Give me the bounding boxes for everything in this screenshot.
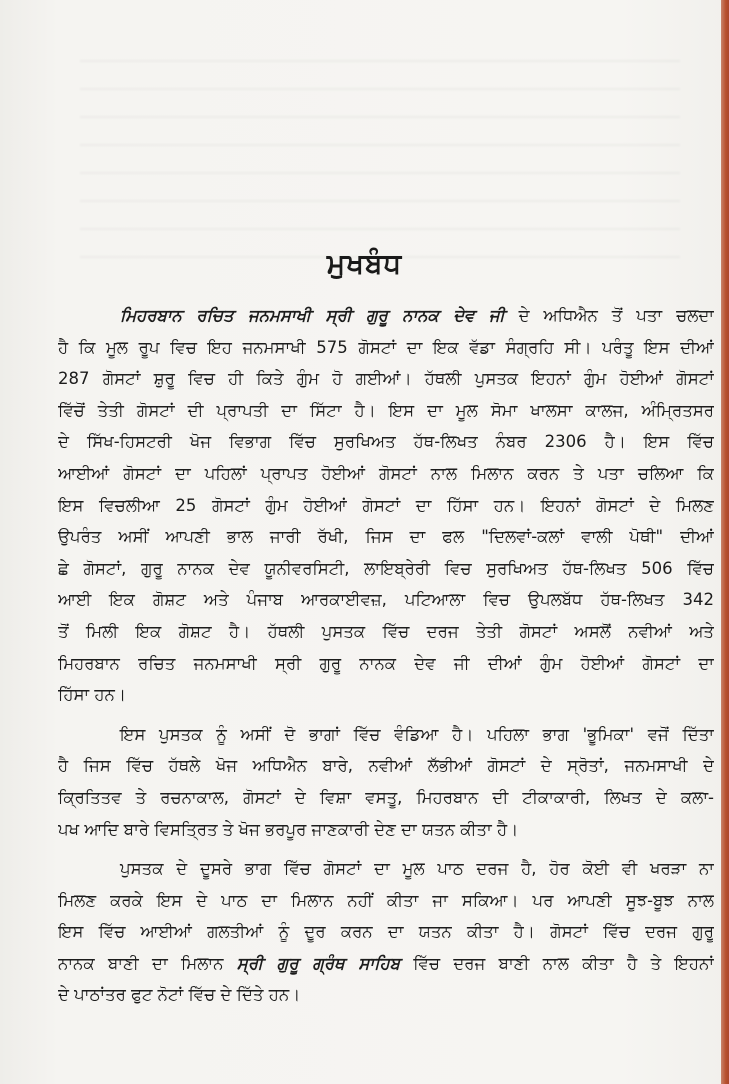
text-line: ਹੈ ਕਿ ਮੂਲ ਰੂਪ ਵਿਚ ਇਹ ਜਨਮਸਾਖੀ 575 ਗੋਸਟਾਂ ਦਾ ਇਕ ਵੱਡਾ ਸੰਗ੍ਰਹਿ ਸੀ। ਪਰੰਤੂ ਇਸ ਦੀਆਂ [58, 337, 714, 357]
show-through-text [80, 60, 680, 260]
text-line: ਮਿਹਰਬਾਨ ਰਚਿਤ ਜਨਮਸਾਖੀ ਸ੍ਰੀ ਗੁਰੂ ਨਾਨਕ ਦੇਵ ਜੀ ਦੇ ਅਧਿਐਨ ਤੋਂ ਪਤਾ ਚਲਦਾ [120, 306, 714, 325]
text-line: ਮਿਹਰਬਾਨ ਰਚਿਤ ਜਨਮਸਾਖੀ ਸ੍ਰੀ ਗੁਰੂ ਨਾਨਕ ਦੇਵ ਜੀ ਦੀਆਂ ਗੁੰਮ ਹੋਈਆਂ ਗੋਸਟਾਂ ਦਾ [58, 653, 714, 673]
body-text [58, 300, 714, 1011]
paragraph-spacer [58, 845, 714, 853]
text-line: ਉਪਰੰਤ ਅਸੀਂ ਆਪਣੀ ਭਾਲ ਜਾਰੀ ਰੱਖੀ, ਜਿਸ ਦਾ ਫਲ "ਦਿਲਵਾਂ-ਕਲਾਂ ਵਾਲੀ ਪੋਥੀ" ਦੀਆਂ [58, 527, 714, 547]
text-line: ਪਖ ਆਦਿ ਬਾਰੇ ਵਿਸਤ੍ਰਿਤ ਤੇ ਖੋਜ ਭਰਪੂਰ ਜਾਣਕਾਰੀ ਦੇਣ ਦਾ ਯਤਨ ਕੀਤਾ ਹੈ। [58, 819, 519, 839]
emphasized-title: ਸ੍ਰੀ ਗੁਰੂ ਗ੍ਰੰਥ ਸਾਹਿਬ [236, 953, 400, 973]
text-line: ਪੁਸਤਕ ਦੇ ਦੂਸਰੇ ਭਾਗ ਵਿੱਚ ਗੋਸਟਾਂ ਦਾ ਮੂਲ ਪਾਠ ਦਰਜ ਹੈ, ਹੋਰ ਕੋਈ ਵੀ ਖਰੜਾ ਨਾ [120, 859, 714, 879]
paragraph-3 [58, 853, 714, 1011]
text-line: ਨਾਨਕ ਬਾਣੀ ਦਾ ਮਿਲਾਨ ਸ੍ਰੀ ਗੁਰੂ ਗ੍ਰੰਥ ਸਾਹਿਬ ਵਿੱਚ ਦਰਜ ਬਾਣੀ ਨਾਲ ਕੀਤਾ ਹੈ ਤੇ ਇਹਨਾਂ [58, 953, 714, 973]
text-line: ਮਿਲਣ ਕਰਕੇ ਇਸ ਦੇ ਪਾਠ ਦਾ ਮਿਲਾਨ ਨਹੀਂ ਕੀਤਾ ਜਾ ਸਕਿਆ। ਪਰ ਆਪਣੀ ਸੂਝ-ਬੂਝ ਨਾਲ [58, 890, 714, 910]
text-line: ਵਿੱਚੋਂ ਤੇਤੀ ਗੋਸਟਾਂ ਦੀ ਪ੍ਰਾਪਤੀ ਦਾ ਸਿੱਟਾ ਹੈ। ਇਸ ਦਾ ਮੂਲ ਸੋਮਾ ਖਾਲਸਾ ਕਾਲਜ, ਅੰਮ੍ਰਿਤਸਰ [58, 400, 714, 420]
text-line: ਛੇ ਗੋਸਟਾਂ, ਗੁਰੂ ਨਾਨਕ ਦੇਵ ਯੂਨੀਵਰਸਿਟੀ, ਲਾਇਬ੍ਰੇਰੀ ਵਿਚ ਸੁਰਖਿਅਤ ਹੱਥ-ਲਿਖਤ 506 ਵਿੱਚ [58, 558, 714, 578]
paragraph-1 [58, 300, 714, 711]
text-line: ਇਸ ਵਿੱਚ ਆਈਆਂ ਗਲਤੀਆਂ ਨੂੰ ਦੂਰ ਕਰਨ ਦਾ ਯਤਨ ਕੀਤਾ ਹੈ। ਗੋਸਟਾਂ ਵਿੱਚ ਦਰਜ ਗੁਰੂ [58, 922, 714, 942]
text-line: ਤੋਂ ਮਿਲੀ ਇਕ ਗੋਸ਼ਟ ਹੈ। ਹੱਥਲੀ ਪੁਸਤਕ ਵਿੱਚ ਦਰਜ ਤੇਤੀ ਗੋਸਟਾਂ ਅਸਲੋਂ ਨਵੀਆਂ ਅਤੇ [58, 621, 714, 641]
text-line: ਆਈ ਇਕ ਗੋਸ਼ਟ ਅਤੇ ਪੰਜਾਬ ਆਰਕਾਈਵਜ਼, ਪਟਿਆਲਾ ਵਿਚ ਉਪਲਬੱਧ ਹੱਥ-ਲਿਖਤ 342 [58, 590, 714, 610]
text-line: ਹਿੱਸਾ ਹਨ। [58, 685, 126, 705]
text-line: ਆਈਆਂ ਗੋਸਟਾਂ ਦਾ ਪਹਿਲਾਂ ਪ੍ਰਾਪਤ ਹੋਈਆਂ ਗੋਸਟਾਂ ਨਾਲ ਮਿਲਾਨ ਕਰਨ ਤੇ ਪਤਾ ਚਲਿਆ ਕਿ [58, 463, 714, 483]
text-line: ਇਸ ਪੁਸਤਕ ਨੂੰ ਅਸੀਂ ਦੋ ਭਾਗਾਂ ਵਿੱਚ ਵੰਡਿਆ ਹੈ। ਪਹਿਲਾ ਭਾਗ 'ਭੂਮਿਕਾ' ਵਜੋਂ ਦਿੱਤਾ [120, 724, 714, 744]
text-line: ਦੇ ਸਿੱਖ-ਹਿਸਟਰੀ ਖੋਜ ਵਿਭਾਗ ਵਿੱਚ ਸੁਰਖਿਅਤ ਹੱਥ-ਲਿਖਤ ਨੰਬਰ 2306 ਹੈ। ਇਸ ਵਿੱਚ [58, 432, 714, 452]
paragraph-2 [58, 719, 714, 845]
emphasized-title: ਮਿਹਰਬਾਨ ਰਚਿਤ ਜਨਮਸਾਖੀ ਸ੍ਰੀ ਗੁਰੂ ਨਾਨਕ ਦੇਵ ਜੀ [120, 306, 505, 325]
text-line: 287 ਗੋਸਟਾਂ ਸ਼ੁਰੂ ਵਿਚ ਹੀ ਕਿਤੇ ਗੁੰਮ ਹੋ ਗਈਆਂ। ਹੱਥਲੀ ਪੁਸਤਕ ਇਹਨਾਂ ਗੁੰਮ ਹੋਈਆਂ ਗੋਸਟਾਂ [58, 369, 714, 389]
text-line: ਇਸ ਵਿਚਲੀਆ 25 ਗੋਸਟਾਂ ਗੁੰਮ ਹੋਈਆਂ ਗੋਸਟਾਂ ਦਾ ਹਿੱਸਾ ਹਨ। ਇਹਨਾਂ ਗੋਸਟਾਂ ਦੇ ਮਿਲਣ [58, 495, 714, 515]
text-line: ਹੈ ਜਿਸ ਵਿੱਚ ਹੱਥਲੇ ਖੋਜ ਅਧਿਐਨ ਬਾਰੇ, ਨਵੀਆਂ ਲੱਭੀਆਂ ਗੋਸਟਾਂ ਦੇ ਸ੍ਰੋਤਾਂ, ਜਨਮਸਾਖੀ ਦੇ [58, 756, 714, 776]
paragraph-spacer [58, 711, 714, 719]
text-line: ਦੇ ਪਾਠਾਂਤਰ ਫੁਟ ਨੋਟਾਂ ਵਿੱਚ ਦੇ ਦਿੱਤੇ ਹਨ। [58, 985, 301, 1005]
book-cover-edge [721, 0, 729, 1084]
page-title: ਮੁਖਬੰਧ [326, 246, 403, 280]
text-line: ਕ੍ਰਿਤਿਤਵ ਤੇ ਰਚਨਾਕਾਲ, ਗੋਸਟਾਂ ਦੇ ਵਿਸ਼ਾ ਵਸਤੂ, ਮਿਹਰਬਾਨ ਦੀ ਟੀਕਾਕਾਰੀ, ਲਿਖਤ ਦੇ ਕਲਾ- [58, 787, 714, 807]
